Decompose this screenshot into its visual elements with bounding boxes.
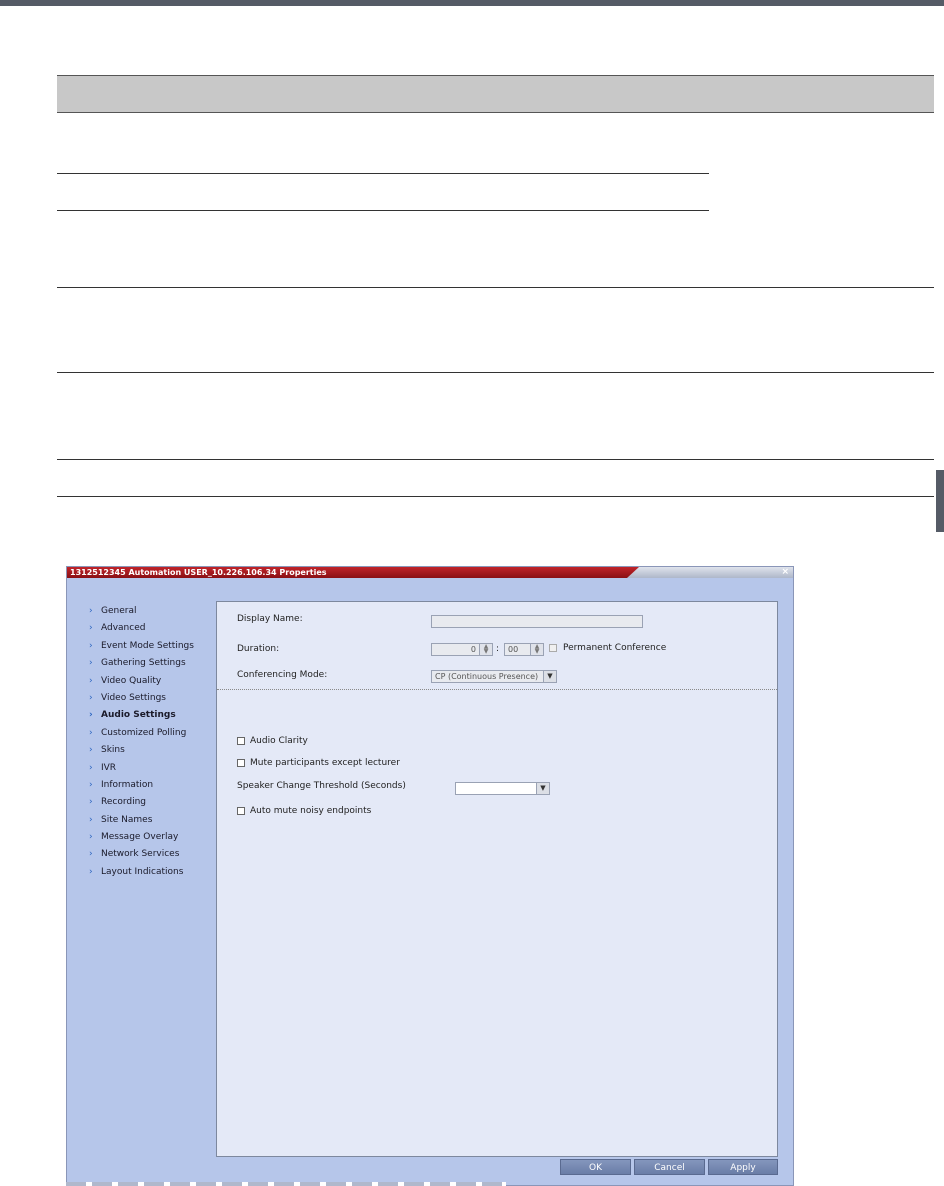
dialog-title-bar[interactable] (67, 567, 793, 578)
cancel-button[interactable]: Cancel (634, 1159, 705, 1175)
nav-item-label: Message Overlay (101, 832, 179, 843)
nav-item-event-mode-settings[interactable] (89, 638, 209, 655)
duration-separator: : (496, 644, 500, 654)
chevron-right-icon: › (89, 710, 93, 721)
chevron-right-icon: › (89, 797, 93, 808)
nav-item-label: Advanced (101, 623, 146, 634)
nav-item-recording[interactable] (89, 794, 209, 811)
nav-item-information[interactable] (89, 777, 209, 794)
page-top-bar (0, 0, 944, 6)
nav-item-customized-polling[interactable] (89, 725, 209, 742)
mute-participants-checkbox[interactable] (237, 759, 245, 767)
permanent-conference-checkbox[interactable] (549, 644, 557, 652)
nav-item-label: Customized Polling (101, 727, 187, 738)
duration-hours-stepper[interactable] (431, 643, 493, 656)
nav-item-label: Event Mode Settings (101, 640, 194, 651)
nav-item-site-names[interactable] (89, 812, 209, 829)
chevron-down-icon[interactable]: ▼ (543, 671, 556, 682)
chevron-right-icon: › (89, 745, 93, 756)
nav-item-video-settings[interactable] (89, 690, 209, 707)
nav-item-label: Skins (101, 745, 125, 756)
nav-item-label: Information (101, 779, 154, 790)
table-row-divider (57, 496, 934, 497)
chevron-right-icon: › (89, 727, 93, 738)
chevron-right-icon: › (89, 832, 93, 843)
audio-clarity-label: Audio Clarity (250, 736, 308, 746)
chevron-right-icon: › (89, 692, 93, 703)
mute-participants-label: Mute participants except lecturer (250, 758, 400, 768)
stepper-arrows-icon[interactable]: ▲ ▼ (530, 644, 543, 655)
table-row-divider (57, 459, 934, 460)
duration-hours-value: 0 (470, 645, 476, 654)
nav-item-advanced[interactable] (89, 620, 209, 637)
apply-button[interactable]: Apply (708, 1159, 778, 1175)
chevron-right-icon: › (89, 849, 93, 860)
nav-item-label: Audio Settings (101, 710, 176, 721)
display-name-field[interactable] (431, 615, 643, 628)
nav-item-skins[interactable] (89, 742, 209, 759)
nav-item-label: Gathering Settings (101, 658, 186, 669)
nav-item-audio-settings[interactable] (89, 707, 209, 724)
ok-button[interactable]: OK (560, 1159, 631, 1175)
nav-item-label: IVR (101, 762, 117, 773)
nav-item-label: Site Names (101, 814, 153, 825)
conferencing-mode-value: CP (Continuous Presence) (435, 672, 539, 681)
chevron-right-icon: › (89, 779, 93, 790)
table-header (57, 75, 934, 113)
chevron-right-icon: › (89, 623, 93, 634)
nav-item-gathering-settings[interactable] (89, 655, 209, 672)
chevron-right-icon: › (89, 762, 93, 773)
table-row-divider (57, 287, 934, 288)
nav-item-layout-indications[interactable] (89, 864, 209, 881)
nav-item-label: Layout Indications (101, 866, 184, 877)
nav-item-network-services[interactable] (89, 846, 209, 863)
page-edge-marker (936, 470, 944, 532)
auto-mute-checkbox[interactable] (237, 807, 245, 815)
nav-item-label: General (101, 606, 137, 616)
speaker-change-threshold-label: Speaker Change Threshold (Seconds) (237, 781, 406, 791)
conferencing-mode-label: Conferencing Mode: (237, 670, 328, 680)
chevron-right-icon: › (89, 658, 93, 669)
settings-panel (216, 601, 778, 1157)
chevron-right-icon: › (89, 866, 93, 877)
speaker-change-threshold-select[interactable] (455, 782, 550, 795)
audio-clarity-checkbox[interactable] (237, 737, 245, 745)
title-bar-decoration (627, 567, 793, 578)
nav-item-label: Video Settings (101, 692, 166, 703)
table-row-divider (57, 372, 934, 373)
display-name-label: Display Name: (237, 614, 303, 624)
properties-dialog (66, 566, 794, 1186)
auto-mute-label: Auto mute noisy endpoints (250, 806, 372, 816)
nav-item-message-overlay[interactable] (89, 829, 209, 846)
section-divider (217, 689, 777, 690)
table-row-divider (57, 173, 709, 174)
duration-minutes-value: 00 (508, 645, 519, 654)
settings-nav (89, 603, 209, 881)
chevron-right-icon: › (89, 606, 93, 616)
chevron-right-icon: › (89, 814, 93, 825)
nav-item-general[interactable] (89, 603, 209, 620)
table-row-divider (57, 210, 709, 211)
cropped-toolbar-strip (66, 1182, 506, 1186)
nav-item-label: Video Quality (101, 675, 162, 686)
chevron-right-icon: › (89, 675, 93, 686)
nav-item-label: Network Services (101, 849, 180, 860)
permanent-conference-label: Permanent Conference (563, 643, 667, 653)
duration-label: Duration: (237, 644, 280, 654)
dialog-title: 1312512345 Automation USER_10.226.106.34 Properties (70, 568, 327, 577)
chevron-down-icon[interactable]: ▼ (536, 783, 549, 794)
nav-item-video-quality[interactable] (89, 673, 209, 690)
nav-item-label: Recording (101, 797, 147, 808)
nav-item-ivr[interactable] (89, 760, 209, 777)
stepper-arrows-icon[interactable]: ▲ ▼ (479, 644, 492, 655)
duration-minutes-stepper[interactable] (504, 643, 544, 656)
close-icon[interactable]: × (781, 567, 789, 577)
chevron-right-icon: › (89, 640, 93, 651)
conferencing-mode-select[interactable] (431, 670, 557, 683)
